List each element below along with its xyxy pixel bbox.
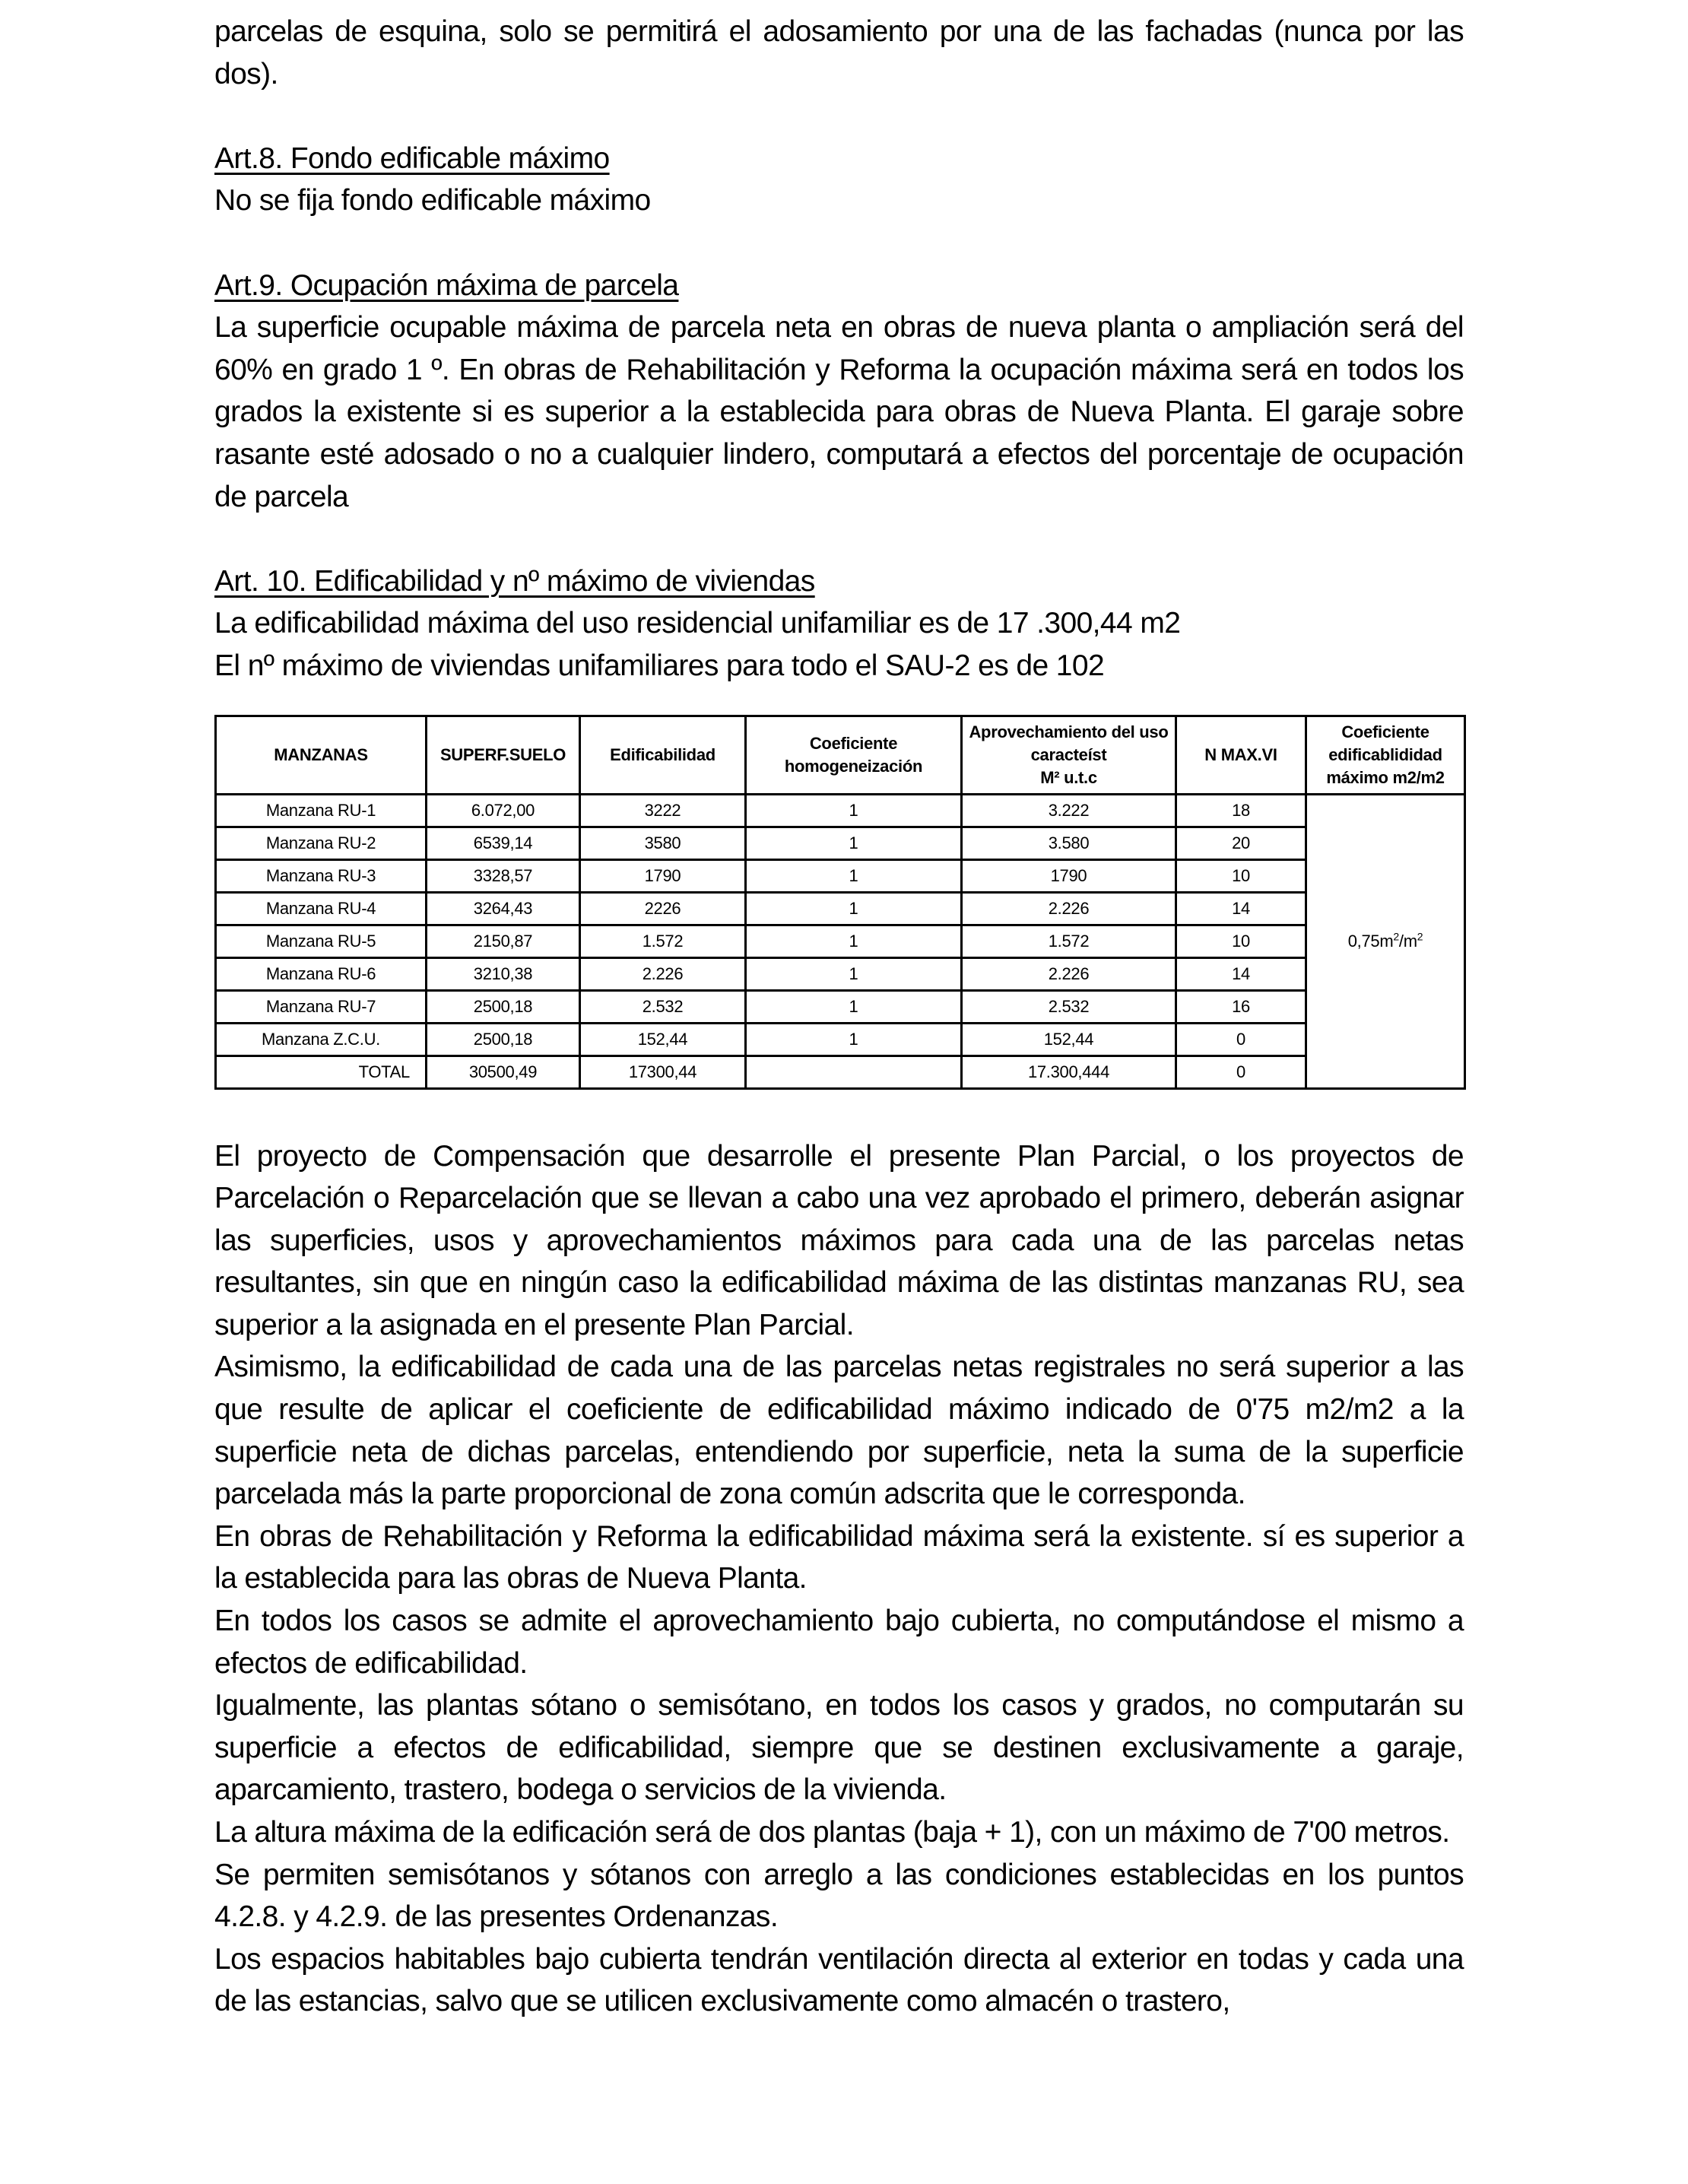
art8-body: No se fija fondo edificable máximo xyxy=(214,184,651,217)
document-page xyxy=(214,11,1464,2023)
cell-n-max-viviendas: 10 xyxy=(1176,925,1306,957)
cell-n-max-viviendas: 16 xyxy=(1176,990,1306,1023)
cell-superf-suelo: 3210,38 xyxy=(427,957,580,990)
cell-edificabilidad: 2.226 xyxy=(580,957,746,990)
cell-superf-suelo: 6539,14 xyxy=(427,827,580,859)
manzanas-table-wrapper xyxy=(214,715,1464,1090)
cell-manzana: Manzana RU-5 xyxy=(216,925,427,957)
header-line: Coeficiente xyxy=(809,733,898,753)
table-total-row xyxy=(216,1055,1465,1088)
table-row xyxy=(216,957,1465,990)
table-row xyxy=(216,990,1465,1023)
body-paragraph: La altura máxima de la edificación será de dos plantas (baja + 1), con un máximo de 7'00 metros. xyxy=(214,1816,1450,1849)
table-row xyxy=(216,892,1465,925)
cell-edificabilidad: 3222 xyxy=(580,794,746,827)
cell-edificabilidad: 1.572 xyxy=(580,925,746,957)
cell-n-max-viviendas: 14 xyxy=(1176,957,1306,990)
cell-superf-suelo: 3264,43 xyxy=(427,892,580,925)
coef-value-sup: 2 xyxy=(1417,930,1423,943)
cell-edificabilidad: 2226 xyxy=(580,892,746,925)
header-aprovechamiento xyxy=(962,716,1176,794)
manzanas-table xyxy=(214,715,1466,1090)
total-coef-homogeneizacion xyxy=(746,1055,962,1088)
art10-line2: El nº máximo de viviendas unifamiliares para todo el SAU-2 es de 102 xyxy=(214,649,1105,682)
total-n-max-viviendas: 0 xyxy=(1176,1055,1306,1088)
coef-value-base: 0,75m xyxy=(1347,931,1394,951)
cell-aprovechamiento: 2.226 xyxy=(962,957,1176,990)
cell-superf-suelo: 2150,87 xyxy=(427,925,580,957)
table-row xyxy=(216,794,1465,827)
total-edificabilidad: 17300,44 xyxy=(580,1055,746,1088)
art9-heading: Art.9. Ocupación máxima de parcela xyxy=(214,268,679,302)
header-line: M² u.t.c xyxy=(1040,767,1097,787)
total-superf-suelo: 30500,49 xyxy=(427,1055,580,1088)
art10-heading: Art. 10. Edificabilidad y nº máximo de viviendas xyxy=(214,564,815,598)
art8-heading: Art.8. Fondo edificable máximo xyxy=(214,141,610,175)
header-coef-edificabilidad xyxy=(1306,716,1465,794)
cell-aprovechamiento: 2.226 xyxy=(962,892,1176,925)
table-header-row xyxy=(216,716,1465,794)
header-line: caracteíst xyxy=(1030,744,1107,764)
body-paragraph: Se permiten semisótanos y sótanos con arreglo a las condiciones establecidas en los puntos 4.2.8. y 4.2.9. de las presentes Ordenanzas. xyxy=(214,1858,1464,1934)
table-row xyxy=(216,1023,1465,1055)
body-paragraph: Igualmente, las plantas sótano o semisótano, en todos los casos y grados, no computarán su superficie a efectos de edificabilidad, siempre que se destinen exclusivamente a garaje, aparcamiento, trastero, bodega o servicios de la vivienda. xyxy=(214,1689,1464,1807)
spacer xyxy=(214,95,1464,138)
header-line: Aprovechamiento del uso xyxy=(969,722,1169,741)
header-line: Coeficiente xyxy=(1341,722,1429,741)
cell-aprovechamiento: 2.532 xyxy=(962,990,1176,1023)
header-n-max-viviendas: N MAX.VI xyxy=(1176,716,1306,794)
cell-edificabilidad: 152,44 xyxy=(580,1023,746,1055)
cell-edificabilidad: 2.532 xyxy=(580,990,746,1023)
body-paragraph: El proyecto de Compensación que desarrolle el presente Plan Parcial, o los proyectos de Parcelación o Reparcelación que se llevan a cabo una vez aprobado el primero, deberán asignar las superficies, usos y aprovechamientos máximos para cada una de las parcelas netas resultantes, sin que en ningún caso la edificabilidad máxima de las distintas manzanas RU, sea superior a la asignada en el presente Plan Parcial. xyxy=(214,1139,1464,1341)
cell-coef-homogeneizacion: 1 xyxy=(746,827,962,859)
cell-coef-homogeneizacion: 1 xyxy=(746,892,962,925)
cell-coef-homogeneizacion: 1 xyxy=(746,925,962,957)
total-label: TOTAL xyxy=(216,1055,427,1088)
header-line: edificablididad xyxy=(1328,744,1442,764)
coef-value-slash: /m xyxy=(1398,931,1417,951)
body-paragraphs xyxy=(214,1135,1464,2023)
cell-edificabilidad: 1790 xyxy=(580,859,746,892)
total-aprovechamiento: 17.300,444 xyxy=(962,1055,1176,1088)
cell-superf-suelo: 2500,18 xyxy=(427,990,580,1023)
cell-n-max-viviendas: 10 xyxy=(1176,859,1306,892)
cell-manzana: Manzana RU-7 xyxy=(216,990,427,1023)
cell-superf-suelo: 6.072,00 xyxy=(427,794,580,827)
table-row xyxy=(216,925,1465,957)
cell-aprovechamiento: 1.572 xyxy=(962,925,1176,957)
cell-coef-homogeneizacion: 1 xyxy=(746,957,962,990)
header-manzanas: MANZANAS xyxy=(216,716,427,794)
body-paragraph: Asimismo, la edificabilidad de cada una de las parcelas netas registrales no será superior a las que resulte de aplicar el coeficiente de edificabilidad máximo indicado de 0'75 m2/m2 a la superficie neta de dichas parcelas, entendiendo por superficie, neta la suma de la superficie parcelada más la parte proporcional de zona común adscrita que le corresponda. xyxy=(214,1351,1464,1511)
art10-line1: La edificabilidad máxima del uso residencial unifamiliar es de 17 .300,44 m2 xyxy=(214,607,1181,640)
table-body xyxy=(216,794,1465,1088)
cell-coef-homogeneizacion: 1 xyxy=(746,859,962,892)
coef-value-sup: 2 xyxy=(1393,930,1399,943)
header-line: homogeneización xyxy=(784,756,923,776)
cell-manzana: Manzana RU-2 xyxy=(216,827,427,859)
cell-superf-suelo: 2500,18 xyxy=(427,1023,580,1055)
cell-n-max-viviendas: 14 xyxy=(1176,892,1306,925)
header-coef-homogeneizacion xyxy=(746,716,962,794)
cell-coef-homogeneizacion: 1 xyxy=(746,1023,962,1055)
header-line: máximo m2/m2 xyxy=(1326,767,1445,787)
cell-coef-homogeneizacion: 1 xyxy=(746,990,962,1023)
cell-n-max-viviendas: 20 xyxy=(1176,827,1306,859)
cell-aprovechamiento: 1790 xyxy=(962,859,1176,892)
cell-manzana: Manzana RU-6 xyxy=(216,957,427,990)
spacer xyxy=(214,518,1464,560)
cell-manzana: Manzana RU-1 xyxy=(216,794,427,827)
table-row xyxy=(216,827,1465,859)
cell-aprovechamiento: 152,44 xyxy=(962,1023,1176,1055)
cell-edificabilidad: 3580 xyxy=(580,827,746,859)
cell-superf-suelo: 3328,57 xyxy=(427,859,580,892)
body-paragraph: En todos los casos se admite el aprovechamiento bajo cubierta, no computándose el mismo a efectos de edificabilidad. xyxy=(214,1605,1464,1680)
table-row xyxy=(216,859,1465,892)
spacer xyxy=(214,222,1464,265)
cell-manzana: Manzana RU-3 xyxy=(216,859,427,892)
cell-aprovechamiento: 3.222 xyxy=(962,794,1176,827)
body-paragraph: Los espacios habitables bajo cubierta tendrán ventilación directa al exterior en todas y cada una de las estancias, salvo que se utilicen exclusivamente como almacén o trastero, xyxy=(214,1942,1464,2018)
header-superf-suelo: SUPERF.SUELO xyxy=(427,716,580,794)
header-edificabilidad: Edificabilidad xyxy=(580,716,746,794)
cell-n-max-viviendas: 18 xyxy=(1176,794,1306,827)
cell-manzana: Manzana RU-4 xyxy=(216,892,427,925)
cell-aprovechamiento: 3.580 xyxy=(962,827,1176,859)
intro-paragraph: parcelas de esquina, solo se permitirá el adosamiento por una de las fachadas (nunca por las dos). xyxy=(214,15,1464,90)
art9-body: La superficie ocupable máxima de parcela neta en obras de nueva planta o ampliación será del 60% en grado 1 º. En obras de Rehabilitación y Reforma la ocupación máxima será en todos los grados la existente si es superior a la establecida para obras de Nueva Planta. El garaje sobre rasante esté adosado o no a cualquier lindero, computará a efectos del porcentaje de ocupación de parcela xyxy=(214,311,1464,513)
cell-coef-edificabilidad-value xyxy=(1306,794,1465,1088)
body-paragraph: En obras de Rehabilitación y Reforma la edificabilidad máxima será la existente. sí es superior a la establecida para las obras de Nueva Planta. xyxy=(214,1519,1464,1595)
cell-n-max-viviendas: 0 xyxy=(1176,1023,1306,1055)
cell-manzana: Manzana Z.C.U. xyxy=(216,1023,427,1055)
cell-coef-homogeneizacion: 1 xyxy=(746,794,962,827)
